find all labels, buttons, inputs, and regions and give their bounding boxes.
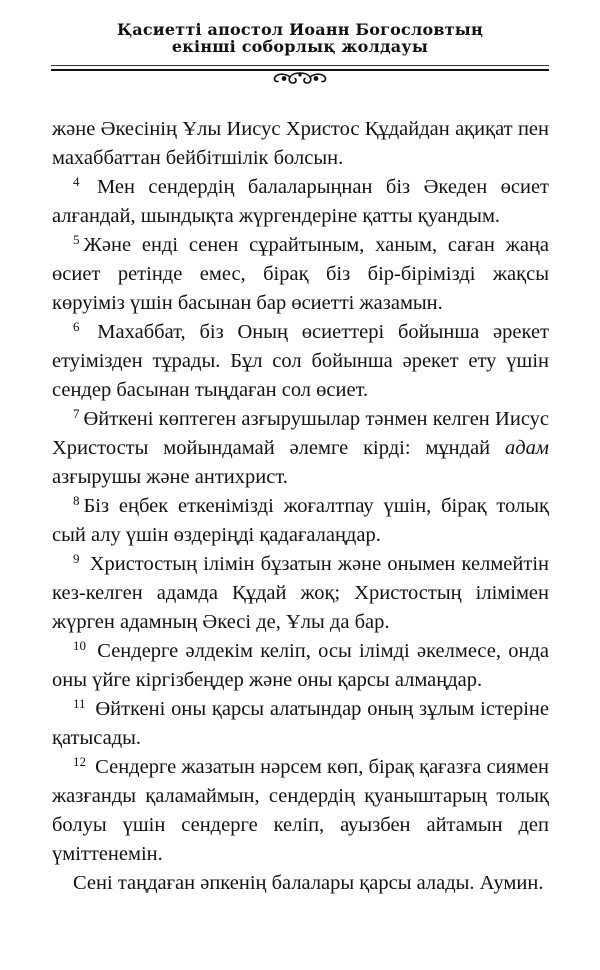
scripture-body (52, 115, 549, 898)
verse-text-italic: адам (505, 437, 549, 459)
verse-text: Өйткені көптеген азғырушылар тәнмен келген Иисус Христосты мойындамай әлемге кірді: мұндай (52, 408, 549, 459)
running-header (0, 21, 600, 55)
verse-4 (52, 173, 549, 231)
verse-number: 8 (73, 493, 80, 508)
verse-text: Және енді сенен сұрайтыным, ханым, саған жаңа өсиет ретінде емес, бірақ біз бір-бірімізді жақсы көруіміз үшін басынан бар өсиетті жазамын. (52, 234, 549, 314)
verse-text: Мен сендердің балаларыңнан біз Әкеден өсиет алғандай, шындықта жүргендеріне қатты қуандым. (52, 176, 549, 227)
verse-11 (52, 695, 549, 753)
closing-greeting (52, 869, 549, 898)
verse-number: 6 (73, 319, 80, 334)
verse-6 (52, 318, 549, 405)
paragraph-text: Сені таңдаған әпкенің балалары қарсы алады. Аумин. (73, 872, 544, 894)
verse-text: Өйткені оны қарсы алатындар оның зұлым істеріне қатысады. (52, 698, 550, 749)
verse-number: 9 (73, 551, 80, 566)
paragraph-text: және Әкесінің Ұлы Иисус Христос Құдайдан ақиқат пен махаббаттан бейбітшілік болсын. (52, 118, 549, 169)
verse-8 (52, 492, 549, 550)
header-rule-thin (51, 65, 549, 66)
verse-number: 7 (73, 406, 80, 421)
verse-text: азғырушы және антихрист. (52, 466, 288, 488)
verse-text: Біз еңбек еткенімізді жоғалтпау үшін, бірақ толық сый алу үшін өздеріңді қадағалаңдар. (52, 495, 549, 546)
verse-text: Христостың ілімін бұзатын және онымен келмейтін кез-келген адамда Құдай жоқ; Христостың ілімімен жүрген адамның Әкесі де, Ұлы да бар. (52, 553, 550, 633)
verse-number: 4 (73, 174, 80, 189)
verse-5 (52, 231, 549, 318)
header-title-line-2: екінші соборлық жолдауы (171, 37, 429, 56)
scroll-flourish-ornament-icon (270, 71, 330, 85)
verse-9 (52, 550, 549, 637)
verse-number: 10 (73, 638, 86, 653)
verse-12 (52, 753, 549, 869)
verse-number: 11 (73, 696, 86, 711)
verse-number: 12 (73, 754, 86, 769)
paragraph-continuation (52, 115, 549, 173)
verse-text: Сендерге жазатын нәрсем көп, бірақ қағазға сиямен жазғанды қаламаймын, сендердің қуаныштарың толық болуы үшін сендерге келіп, ауызбен айтамын деп үміттенемін. (52, 756, 549, 865)
verse-10 (52, 637, 549, 695)
verse-text: Сендерге әлдекім келіп, осы ілімді әкелмесе, онда оны үйге кіргізбеңдер және оны қарсы алмаңдар. (52, 640, 550, 691)
header-title-line-1: Қасиетті апостол Иоанн Богословтың (116, 20, 484, 39)
verse-text: Махаббат, біз Оның өсиеттері бойынша әрекет етуімізден тұрады. Бұл сол бойынша әрекет ету үшін сендер басынан тыңдаған сол өсиет. (52, 321, 550, 401)
verse-7 (52, 405, 549, 492)
verse-number: 5 (73, 232, 80, 247)
